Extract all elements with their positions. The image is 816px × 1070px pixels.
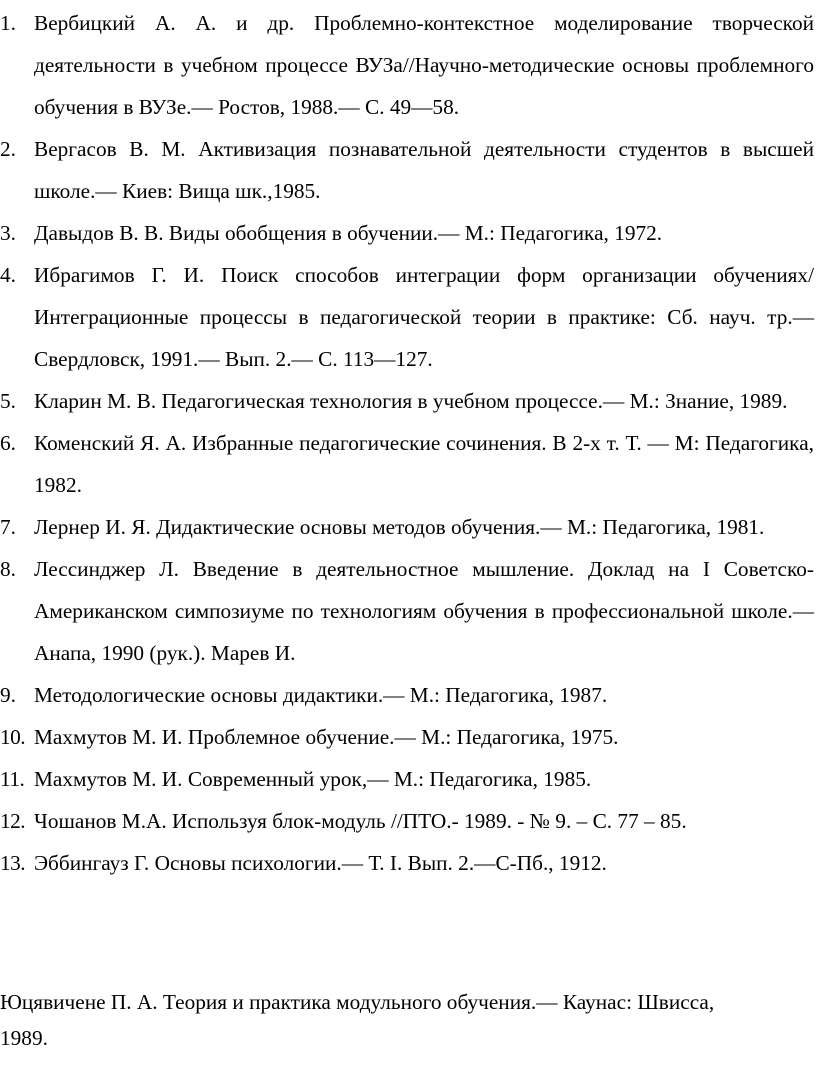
reference-item-3 bbox=[0, 212, 816, 254]
reference-list bbox=[0, 2, 816, 884]
reference-text: Вергасов В. М. Активизация познавательной деятельности студентов в высшей школе.— Киев: Вища шк.,1985. bbox=[34, 137, 814, 203]
reference-item-2 bbox=[0, 128, 816, 212]
reference-item-7 bbox=[0, 506, 816, 548]
reference-text: Методологические основы дидактики.— М.: Педагогика, 1987. bbox=[34, 683, 608, 707]
extra-reference-text: Юцявичене П. А. Теория и практика модульного обучения.— Каунас: Швисса, 1989. bbox=[0, 990, 715, 1050]
reference-number: 3. bbox=[0, 221, 16, 245]
reference-number: 10. bbox=[0, 725, 26, 749]
reference-number: 5. bbox=[0, 389, 16, 413]
reference-number: 7. bbox=[0, 515, 16, 539]
reference-text: Давыдов В. В. Виды обобщения в обучении.— М.: Педагогика, 1972. bbox=[34, 221, 663, 245]
reference-item-6 bbox=[0, 422, 816, 506]
reference-item-5 bbox=[0, 380, 816, 422]
reference-item-11 bbox=[0, 758, 816, 800]
reference-text: Лернер И. Я. Дидактические основы методов обучения.— М.: Педагогика, 1981. bbox=[34, 515, 765, 539]
reference-item-4 bbox=[0, 254, 816, 380]
reference-text: Коменский Я. А. Избранные педагогические сочинения. В 2-х т. Т. — М: Педагогика, 1982. bbox=[34, 431, 814, 497]
reference-number: 1. bbox=[0, 11, 16, 35]
reference-item-12 bbox=[0, 800, 816, 842]
reference-number: 8. bbox=[0, 557, 16, 581]
reference-text: Кларин М. В. Педагогическая технология в учебном процессе.— М.: Знание, 1989. bbox=[34, 389, 788, 413]
reference-number: 2. bbox=[0, 137, 16, 161]
reference-number: 6. bbox=[0, 431, 16, 455]
reference-text: Эббингауз Г. Основы психологии.— Т. I. Вып. 2.—С-Пб., 1912. bbox=[34, 851, 607, 875]
reference-text: Чошанов М.А. Используя блок-модуль //ПТО.- 1989. - № 9. – С. 77 – 85. bbox=[34, 809, 687, 833]
reference-item-9 bbox=[0, 674, 816, 716]
reference-text: Махмутов М. И. Проблемное обучение.— М.: Педагогика, 1975. bbox=[34, 725, 619, 749]
reference-item-10 bbox=[0, 716, 816, 758]
reference-number: 11. bbox=[0, 767, 25, 791]
reference-text: Ибрагимов Г. И. Поиск способов интеграции форм организации обучениях/Интеграционные процессы в педагогической теории в практике: Сб. науч. тр.— Свердловск, 1991.— Вып. 2.— С. 113—127. bbox=[34, 263, 814, 371]
reference-item-1 bbox=[0, 2, 816, 128]
reference-number: 12. bbox=[0, 809, 26, 833]
reference-text: Махмутов М. И. Современный урок,— М.: Педагогика, 1985. bbox=[34, 767, 592, 791]
reference-number: 13. bbox=[0, 851, 26, 875]
reference-number: 9. bbox=[0, 683, 16, 707]
reference-text: Лессинджер Л. Введение в деятельностное мышление. Доклад на I Советско-Американском симпозиуме по технологиям обучения в профессиональной школе.— Анапа, 1990 (рук.). Марев И. bbox=[34, 557, 814, 665]
reference-number: 4. bbox=[0, 263, 16, 287]
reference-text: Вербицкий А. А. и др. Проблемно-контекстное моделирование творческой деятельности в учебном процессе ВУЗа//Научно-методические основы проблемного обучения в ВУЗе.— Ростов, 1988.— С. 49—58. bbox=[34, 11, 814, 119]
reference-item-8 bbox=[0, 548, 816, 674]
reference-item-13 bbox=[0, 842, 816, 884]
